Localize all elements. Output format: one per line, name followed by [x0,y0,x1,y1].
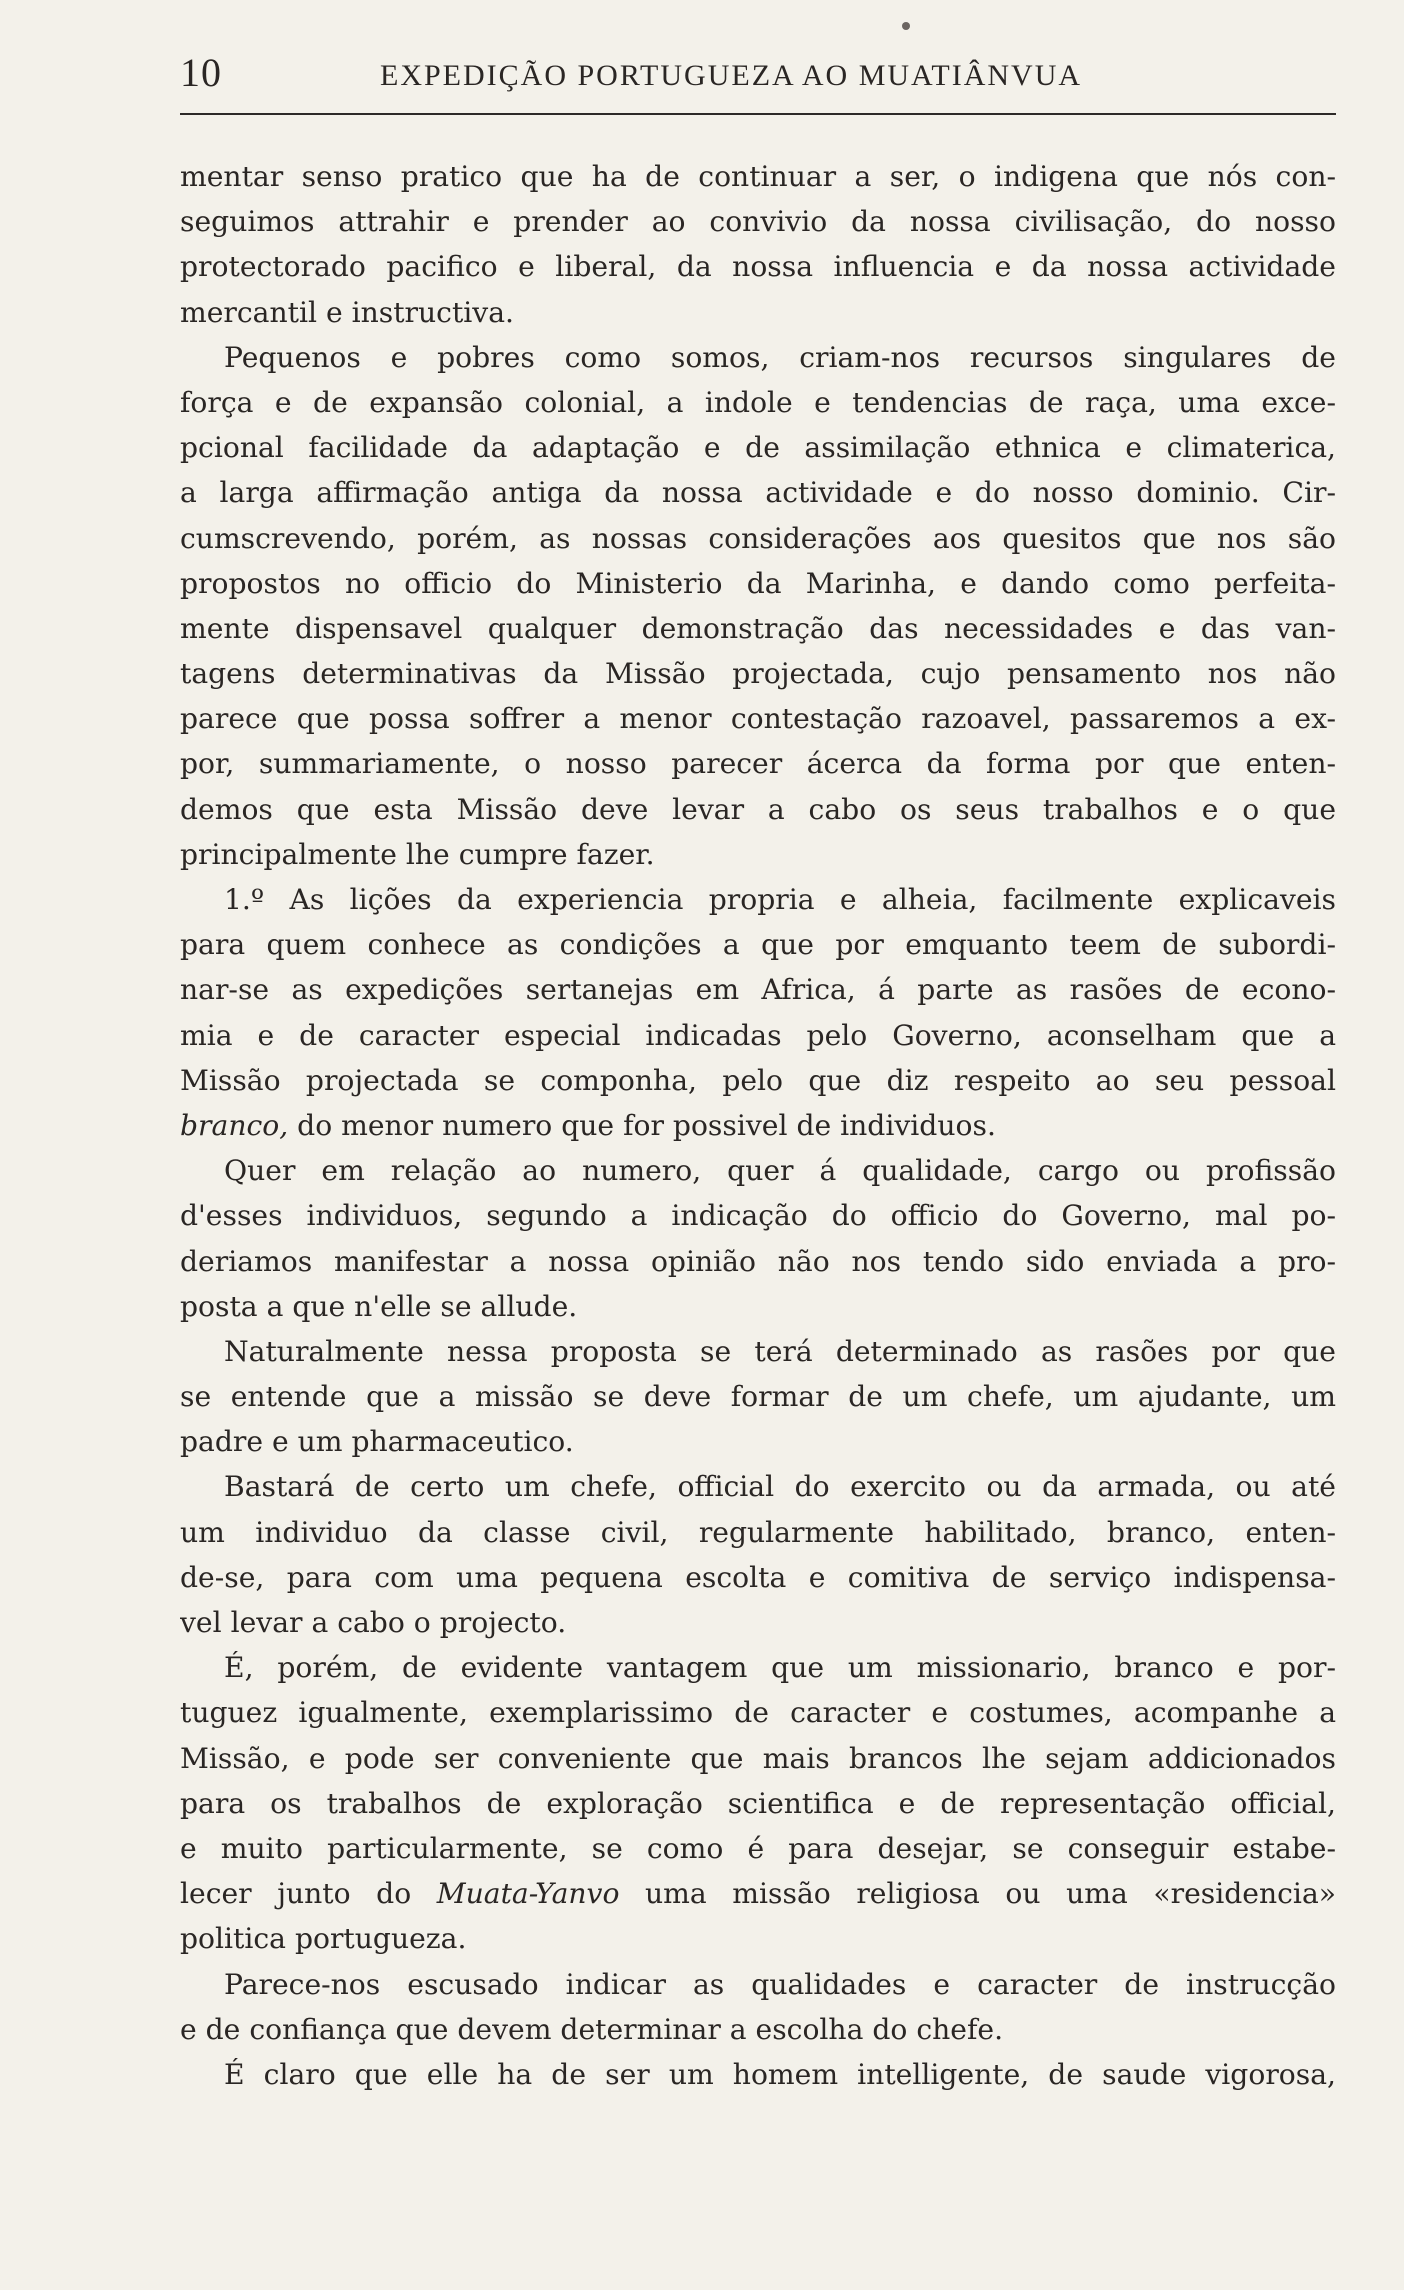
text-line: mercantil e instructiva. [180,295,514,329]
text-line: 1.º As lições da experiencia propria e alheia, facilmente explicaveis [224,883,1336,916]
text-fragment: lecer junto do [180,1877,412,1911]
text-line: Quer em relação ao numero, quer á qualidade, cargo ou profissão [224,1154,1336,1188]
text-line: e muito particularmente, se como é para desejar, se conseguir estabe- [180,1831,1336,1865]
text-line: Bastará de certo um chefe, official do exercito ou da armada, ou até [224,1470,1336,1504]
text-line: para quem conhece as condições a que por emquanto teem de subordi- [180,928,1336,962]
italic-word: Muata-Yanvo [436,1877,620,1911]
text-line: se entende que a missão se deve formar de um chefe, um ajudante, um [180,1380,1336,1414]
text-line: posta a que n'elle se allude. [180,1289,578,1323]
text-line: vel levar a cabo o projecto. [180,1606,567,1639]
text-line: É, porém, de evidente vantagem que um missionario, branco e por- [224,1651,1336,1685]
text-fragment: do menor numero que for possivel de individuos. [297,1108,996,1142]
text-line: demos que esta Missão deve levar a cabo os seus trabalhos e o que [180,792,1336,826]
text-line: padre e um pharmaceutico. [180,1425,574,1459]
text-line [180,1871,1336,1916]
text-line: cumscrevendo, porém, as nossas considerações aos quesitos que nos são [180,521,1336,555]
running-title: EXPEDIÇÃO PORTUGUEZA AO MUATIÂNVUA [380,59,1083,92]
text-line: tagens determinativas da Missão projectada, cujo pensamento nos não [180,657,1336,691]
text-line: mentar senso pratico que ha de continuar a ser, o indigena que nós con- [180,160,1336,193]
text-line: para os trabalhos de exploração scientifica e de representação official, [180,1786,1336,1820]
text-fragment: uma missão religiosa ou uma «residencia» [645,1877,1336,1911]
text-line: parece que possa soffrer a menor contestação razoavel, passaremos a ex- [180,702,1336,736]
print-speck [902,22,910,30]
text-line: Missão projectada se componha, pelo que diz respeito ao seu pessoal [180,1063,1336,1097]
header-rule [180,113,1336,115]
text-line: d'esses individuos, segundo a indicação do officio do Governo, mal po- [180,1199,1336,1233]
text-line: mente dispensavel qualquer demonstração das necessidades e das van- [180,611,1336,645]
text-line: por, summariamente, o nosso parecer ácerca da forma por que enten- [180,747,1336,781]
text-line: e de confiança que devem determinar a escolha do chefe. [180,2012,1004,2046]
text-line: politica portugueza. [180,1922,467,1956]
text-line: Missão, e pode ser conveniente que mais brancos lhe sejam addicionados [180,1741,1336,1775]
text-line: É claro que elle ha de ser um homem intelligente, de saude vigorosa, [224,2057,1336,2091]
text-line: deriamos manifestar a nossa opinião não nos tendo sido enviada a pro- [180,1244,1336,1278]
italic-word: branco, [180,1108,289,1142]
text-line: força e de expansão colonial, a indole e tendencias de raça, uma exce- [180,385,1336,419]
text-line: propostos no officio do Ministerio da Marinha, e dando como perfeita- [180,566,1336,600]
text-line: Parece-nos escusado indicar as qualidades e caracter de instrucção [224,1967,1336,2001]
text-line: nar-se as expedições sertanejas em Africa, á parte as rasões de econo- [180,973,1336,1007]
body-text [180,154,1336,2097]
text-line: a larga affirmação antiga da nossa actividade e do nosso dominio. Cir- [180,476,1336,510]
text-line: Pequenos e pobres como somos, criam-nos recursos singulares de [224,340,1336,374]
text-line: tuguez igualmente, exemplarissimo de caracter e costumes, acompanhe a [180,1696,1336,1730]
text-line: protectorado pacifico e liberal, da nossa influencia e da nossa actividade [180,250,1336,284]
page-number: 10 [180,50,222,95]
text-line: principalmente lhe cumpre fazer. [180,837,655,871]
text-line: de-se, para com uma pequena escolta e comitiva de serviço indispensa- [180,1560,1336,1594]
text-line [180,1103,1336,1148]
page-header [180,48,1336,108]
text-line: um individuo da classe civil, regularmente habilitado, branco, enten- [180,1515,1336,1549]
text-line: mia e de caracter especial indicadas pelo Governo, aconselham que a [180,1018,1336,1052]
text-line: seguimos attrahir e prender ao convivio da nossa civilisação, do nosso [180,205,1336,239]
text-line: Naturalmente nessa proposta se terá determinado as rasões por que [224,1334,1336,1368]
text-line: pcional facilidade da adaptação e de assimilação ethnica e climaterica, [180,431,1336,465]
